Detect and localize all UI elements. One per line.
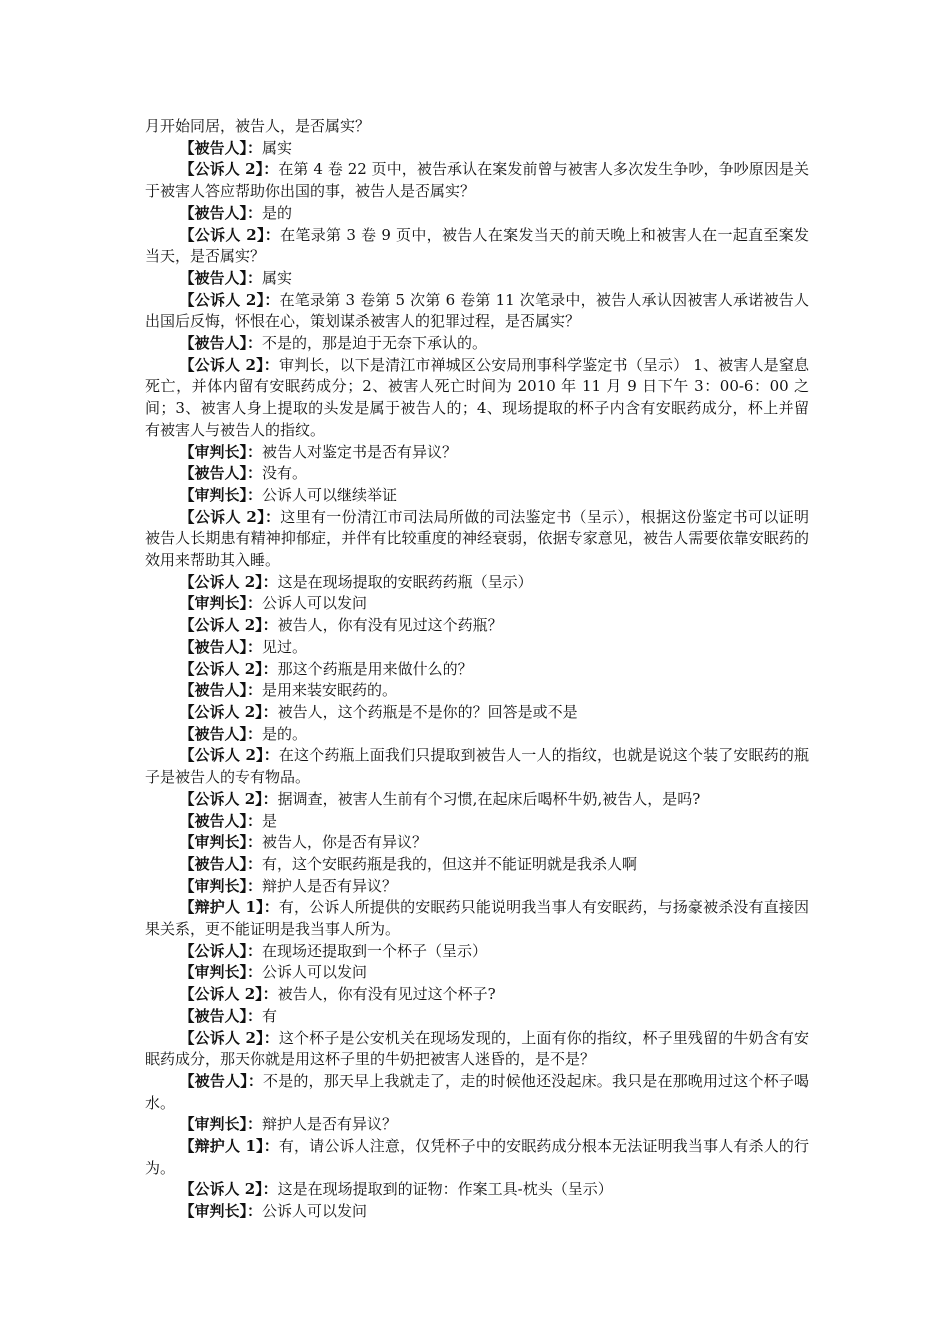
- paragraph-text: 被告人，你有没有见过这个药瓶？: [277, 616, 503, 635]
- speaker-label: 【辩护人 1】：: [179, 898, 279, 917]
- transcript-paragraph: [145, 854, 809, 876]
- paragraph-text: 被告人对鉴定书是否有异议？: [262, 442, 458, 461]
- speaker-label: 【审判长】：: [179, 442, 263, 461]
- transcript-paragraph: [145, 463, 809, 485]
- transcript-paragraph: [145, 116, 809, 138]
- speaker-label: 【公诉人 2】：: [179, 572, 278, 591]
- transcript-paragraph: [145, 138, 809, 160]
- paragraph-text: 在这个药瓶上面我们只提取到被告人一人的指纹，也就是说这个装了安眠药的瓶子是被告人的专有物品。: [145, 746, 809, 787]
- speaker-label: 【被告人】：: [179, 854, 263, 873]
- transcript-paragraph: [145, 159, 809, 202]
- paragraph-text: 这个杯子是公安机关在现场发现的，上面有你的指纹，杯子里残留的牛奶含有安眠药成分，那天你就是用这杯子里的牛奶把被害人迷昏的，是不是？: [145, 1028, 809, 1069]
- paragraph-text: 是的: [262, 203, 293, 222]
- transcript-paragraph: [145, 1136, 809, 1179]
- speaker-label: 【被告人】：: [179, 681, 263, 700]
- transcript-paragraph: [145, 355, 809, 442]
- paragraph-text: 审判长，以下是清江市禅城区公安局刑事科学鉴定书（呈示） 1、被害人是窒息死亡，并体内留有安眠药成分；2、被害人死亡时间为 2010 年 11 月 9 日下午 3：00-6：00 之间；3、被害人身上提取的头发是属于被告人的；4、现场提取的杯子内含有安眠药成分，杯上并留有被害人与被告人的指纹。: [145, 355, 809, 439]
- paragraph-text: 不是的，那是迫于无奈下承认的。: [262, 334, 488, 353]
- paragraph-text: 在笔录第 3 卷第 5 次第 6 卷第 11 次笔录中，被告人承认因被害人承诺被告人出国后反悔，怀恨在心，策划谋杀被害人的犯罪过程，是否属实？: [145, 290, 809, 331]
- speaker-label: 【被告人】：: [179, 1071, 264, 1090]
- speaker-label: 【审判长】：: [179, 485, 263, 504]
- paragraph-text: 是: [262, 811, 278, 830]
- speaker-label: 【审判长】：: [179, 876, 263, 895]
- transcript-paragraph: [145, 789, 809, 811]
- transcript-paragraph: [145, 290, 809, 333]
- transcript-paragraph: [145, 724, 809, 746]
- speaker-label: 【辩护人 1】：: [179, 1137, 279, 1156]
- speaker-label: 【被告人】：: [179, 464, 263, 483]
- transcript-paragraph: [145, 984, 809, 1006]
- speaker-label: 【公诉人 2】：: [179, 616, 278, 635]
- transcript-paragraph: [145, 593, 809, 615]
- transcript-paragraph: [145, 832, 809, 854]
- transcript-paragraph: [145, 333, 809, 355]
- transcript-paragraph: [145, 745, 809, 788]
- paragraph-text: 在现场还提取到一个杯子（呈示）: [262, 941, 488, 960]
- speaker-label: 【被告人】：: [179, 724, 263, 743]
- paragraph-text: 在第 4 卷 22 页中，被告承认在案发前曾与被害人多次发生争吵，争吵原因是关于被害人答应帮助你出国的事，被告人是否属实？: [145, 160, 809, 201]
- speaker-label: 【公诉人】：: [179, 941, 263, 960]
- paragraph-text: 这是在现场提取的安眠药药瓶（呈示）: [277, 572, 533, 591]
- speaker-label: 【公诉人 2】：: [179, 160, 279, 179]
- paragraph-text: 被告人，你有没有见过这个杯子?: [277, 985, 496, 1004]
- speaker-label: 【公诉人 2】：: [179, 1180, 278, 1199]
- transcript-paragraph: [145, 962, 809, 984]
- speaker-label: 【公诉人 2】：: [179, 659, 278, 678]
- paragraph-text: 有，请公诉人注意，仅凭杯子中的安眠药成分根本无法证明我当事人有杀人的行为。: [145, 1137, 809, 1177]
- transcript-paragraph: [145, 659, 809, 681]
- transcript-paragraph: [145, 572, 809, 594]
- transcript-paragraph: [145, 1071, 809, 1114]
- speaker-label: 【被告人】：: [179, 268, 263, 287]
- transcript-paragraph: [145, 1006, 809, 1028]
- paragraph-text: 月开始同居，被告人，是否属实？: [145, 117, 371, 135]
- paragraph-text: 公诉人可以发问: [262, 963, 368, 982]
- speaker-label: 【公诉人 2】：: [179, 1028, 279, 1047]
- transcript-paragraph: [145, 1179, 809, 1201]
- paragraph-text: 据调查，被害人生前有个习惯,在起床后喝杯牛奶,被告人，是吗?: [277, 789, 701, 808]
- document-body: [145, 116, 809, 1223]
- paragraph-text: 是用来装安眠药的。: [262, 681, 398, 700]
- paragraph-text: 这是在现场提取到的证物：作案工具-枕头（呈示）: [277, 1180, 613, 1199]
- speaker-label: 【公诉人 2】：: [179, 355, 279, 374]
- speaker-label: 【公诉人 2】：: [179, 702, 278, 721]
- paragraph-text: 这里有一份清江市司法局所做的司法鉴定书（呈示），根据这份鉴定书可以证明被告人长期患有精神抑郁症，并伴有比较重度的神经衰弱，依据专家意见，被告人需要依靠安眠药的效用来帮助其入睡。: [145, 507, 809, 570]
- paragraph-text: 属实: [262, 138, 293, 157]
- transcript-paragraph: [145, 615, 809, 637]
- speaker-label: 【被告人】：: [179, 138, 263, 157]
- transcript-paragraph: [145, 876, 809, 898]
- speaker-label: 【被告人】：: [179, 1006, 263, 1025]
- paragraph-text: 没有。: [262, 464, 308, 483]
- speaker-label: 【审判长】：: [179, 1115, 263, 1134]
- speaker-label: 【审判长】：: [179, 594, 263, 613]
- speaker-label: 【公诉人 2】：: [179, 507, 281, 526]
- speaker-label: 【审判长】：: [179, 1202, 263, 1221]
- transcript-paragraph: [145, 637, 809, 659]
- paragraph-text: 那这个药瓶是用来做什么的？: [277, 659, 473, 678]
- paragraph-text: 是的。: [262, 724, 308, 743]
- paragraph-text: 被告人，你是否有异议？: [262, 833, 428, 852]
- speaker-label: 【审判长】：: [179, 833, 263, 852]
- transcript-paragraph: [145, 268, 809, 290]
- speaker-label: 【公诉人 2】：: [179, 789, 278, 808]
- transcript-paragraph: [145, 507, 809, 572]
- transcript-paragraph: [145, 897, 809, 940]
- speaker-label: 【被告人】：: [179, 637, 263, 656]
- transcript-paragraph: [145, 1114, 809, 1136]
- paragraph-text: 在笔录第 3 卷 9 页中，被告人在案发当天的前天晚上和被害人在一起直至案发当天，是否属实？: [145, 225, 809, 266]
- paragraph-text: 辩护人是否有异议？: [262, 876, 398, 895]
- transcript-paragraph: [145, 941, 809, 963]
- speaker-label: 【公诉人 2】：: [179, 225, 281, 244]
- paragraph-text: 有: [262, 1006, 278, 1025]
- speaker-label: 【被告人】：: [179, 203, 263, 222]
- transcript-paragraph: [145, 811, 809, 833]
- paragraph-text: 公诉人可以继续举证: [262, 485, 398, 504]
- transcript-paragraph: [145, 1028, 809, 1071]
- speaker-label: 【公诉人 2】：: [179, 290, 280, 309]
- paragraph-text: 辩护人是否有异议？: [262, 1115, 398, 1134]
- speaker-label: 【公诉人 2】：: [179, 746, 279, 765]
- paragraph-text: 见过。: [262, 637, 308, 656]
- transcript-paragraph: [145, 1201, 809, 1223]
- transcript-paragraph: [145, 680, 809, 702]
- paragraph-text: 属实: [262, 268, 293, 287]
- transcript-paragraph: [145, 442, 809, 464]
- paragraph-text: 有，公诉人所提供的安眠药只能说明我当事人有安眠药，与扬豪被杀没有直接因果关系，更不能证明是我当事人所为。: [145, 898, 809, 939]
- transcript-paragraph: [145, 225, 809, 268]
- transcript-paragraph: [145, 702, 809, 724]
- paragraph-text: 公诉人可以发问: [262, 594, 368, 613]
- transcript-paragraph: [145, 203, 809, 225]
- paragraph-text: 不是的，那天早上我就走了，走的时候他还没起床。我只是在那晚用过这个杯子喝水。: [145, 1071, 809, 1112]
- transcript-paragraph: [145, 485, 809, 507]
- speaker-label: 【被告人】：: [179, 811, 263, 830]
- speaker-label: 【审判长】：: [179, 963, 263, 982]
- speaker-label: 【被告人】：: [179, 334, 263, 353]
- paragraph-text: 公诉人可以发问: [262, 1202, 368, 1221]
- paragraph-text: 被告人，这个药瓶是不是你的？回答是或不是: [277, 702, 578, 721]
- speaker-label: 【公诉人 2】：: [179, 985, 278, 1004]
- paragraph-text: 有，这个安眠药瓶是我的，但这并不能证明就是我杀人啊: [262, 854, 638, 873]
